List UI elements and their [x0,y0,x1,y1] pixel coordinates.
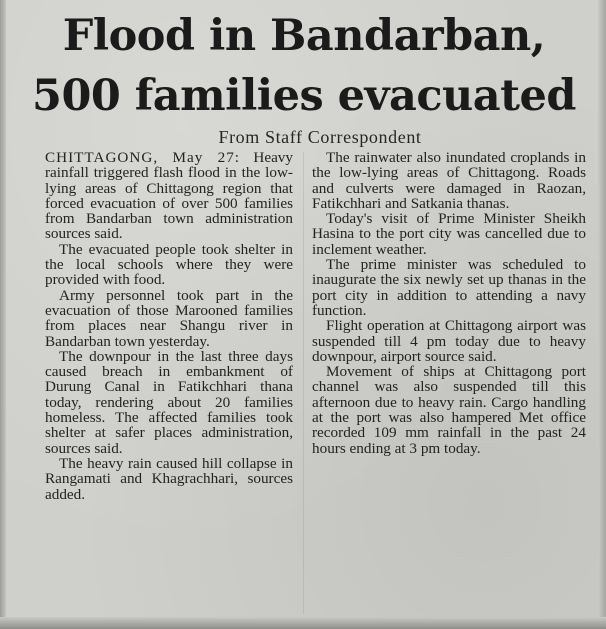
headline-line-1: Flood in Bandarban, [62,11,546,61]
article-column-left [45,150,293,502]
paragraph-text: Heavy rainfall triggered flash flood in the low-lying areas of Chittagong region that forced evacuation of over 500 families from Bandarban town administration sources said. [45,149,293,243]
article-paragraph: The heavy rain caused hill collapse in Rangamati and Khagrachhari, sources added. [45,454,293,503]
clipping-left-edge [0,0,6,629]
article-paragraph: Movement of ships at Chittagong port channel was also suspended till this afternoon due to heavy rain. Cargo handling at the port was also hampered Met office recorded 109 mm rainfall in the past 24 hours ending at 3 pm today. [312,363,586,457]
byline: From Staff Correspondent [218,127,422,147]
article-paragraph: The evacuated people took shelter in the local schools where they were provided with food. [45,240,293,289]
article-paragraph: The rainwater also inundated croplands in the low-lying areas of Chittagong. Roads and culverts were damaged in Raozan, Fatikchhari and Satkania thanas. [312,149,586,212]
column-divider [303,152,304,614]
dateline: CHITTAGONG, May 27: [45,149,241,166]
article-paragraph: The prime minister was scheduled to inaugurate the six newly set up thanas in the port city in addition to attending a navy function. [312,256,586,319]
article-paragraph: The downpour in the last three days caused breach in embankment of Durung Canal in Fatikchhari thana today, rendering about 20 families homeless. The affected families took shelter at safer places administration, sources said. [45,347,293,457]
article-paragraph: Army personnel took part in the evacuation of those Marooned families from places near Shangu river in Bandarban town yesterday. [45,286,293,350]
clipping-bottom-edge [0,617,606,629]
article-column-right [312,150,586,456]
headline-line-2: 500 families evacuated [32,71,576,121]
clipping-right-edge [598,0,606,629]
article-paragraph [45,150,293,242]
article-paragraph: Today's visit of Prime Minister Sheikh Hasina to the port city was cancelled due to inclement weather. [312,210,586,258]
article-paragraph: Flight operation at Chittagong airport was suspended till 4 pm today due to heavy downpour, airport source said. [312,317,586,365]
